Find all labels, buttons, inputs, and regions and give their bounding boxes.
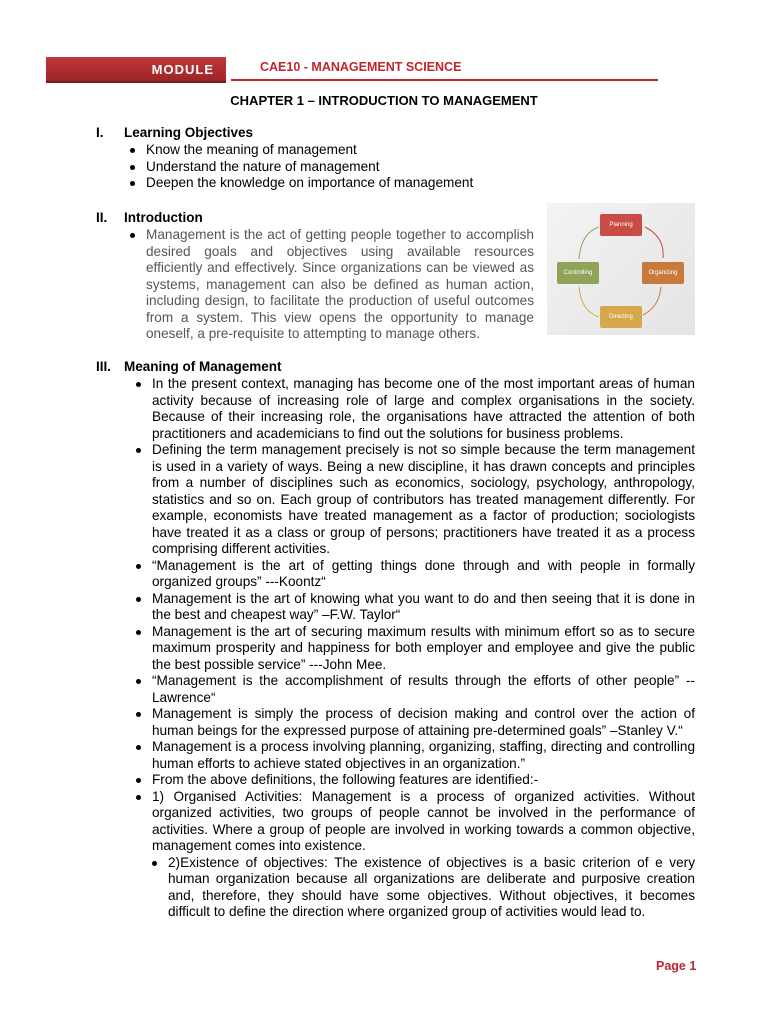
learning-objectives-list — [124, 142, 554, 192]
list-item: “Management is the accomplishment of results through the efforts of other people” --Lawrence“ — [130, 673, 695, 706]
list-item: Management is the act of getting people together to accomplish desired goals and objectives using available resources efficiently and effectively. Since organizations can be viewed as systems, management can also be defined as human action, including design, to facilitate the production of useful outcomes from a system. This view opens the opportunity to manage oneself, a pre-requisite to attempting to manage others. — [124, 227, 534, 343]
nested-list-item: 2)Existence of objectives: The existence of objectives is a basic criterion of e very human organization because all organizations are deliberate and purposive creation and, therefore, they should have some objectives. Without objectives, it becomes difficult to define the direction where organized group of activities would lead to. — [146, 855, 695, 921]
chapter-title: CHAPTER 1 – INTRODUCTION TO MANAGEMENT — [230, 93, 538, 108]
diagram-box-directing: Directing — [600, 306, 642, 328]
list-item: “Management is the art of getting things done through and with people in formally organized groups” ---Koontz“ — [130, 558, 695, 591]
page-number: Page 1 — [656, 959, 697, 973]
diagram-box-planning: Planning — [600, 214, 642, 236]
module-label: MODULE — [151, 61, 214, 77]
section-heading-introduction — [96, 210, 203, 225]
list-item: Management is the art of securing maximum results with minimum effort so as to secure maximum prosperity and happiness for both employer and employee and give the public the best possible service” ---John Mee. — [130, 624, 695, 674]
diagram-box-organizing: Organizing — [642, 262, 684, 284]
list-item: 1) Organised Activities: Management is a process of organized activities. Without organized activities, two groups of people cannot be involved in the performance of activities. Where a group of people are involved in working towards a common objective, management comes into existence. — [130, 789, 695, 855]
section-number: III. — [96, 359, 112, 374]
list-item: Know the meaning of management — [124, 142, 554, 159]
section-number: I. — [96, 125, 104, 140]
list-item: Management is simply the process of decision making and control over the action of human beings for the expressed purpose of attaining pre-determined goals” –Stanley V.“ — [130, 706, 695, 739]
list-item: Management is the art of knowing what you want to do and then seeing that it is done in the best and cheapest way” –F.W. Taylor“ — [130, 591, 695, 624]
section-title: Learning Objectives — [124, 125, 254, 140]
list-item: Understand the nature of management — [124, 159, 554, 176]
arrow-planning-organizing — [645, 227, 663, 258]
section-heading-meaning-of-management — [96, 359, 282, 374]
diagram-box-controlling: Controlling — [557, 262, 599, 284]
arrow-organizing-directing — [643, 287, 661, 315]
section-heading-learning-objectives — [96, 125, 253, 140]
list-item: Management is a process involving planning, organizing, staffing, directing and controlling human efforts to achieve stated objectives in an organization.” — [130, 739, 695, 772]
arrow-directing-controlling — [579, 287, 599, 317]
section-title: Meaning of Management — [124, 359, 282, 374]
introduction-list — [124, 227, 534, 343]
list-item: In the present context, managing has become one of the most important areas of human activity because of increasing role of large and complex organisations in the society. Because of their increasing role, the organisations have attracted the attention of both practitioners and academicians to find out the solutions for business problems. — [130, 376, 695, 442]
list-item: Deepen the knowledge on importance of management — [124, 175, 554, 192]
course-title: CAE10 - MANAGEMENT SCIENCE — [260, 60, 462, 74]
section-number: II. — [96, 210, 108, 225]
list-item: From the above definitions, the following features are identified:- — [130, 772, 695, 789]
list-item: Defining the term management precisely is not so simple because the term management is used in a variety of ways. Being a new discipline, it has drawn concepts and principles from a number of disciplines such as economics, sociology, psychology, anthropology, statistics and so on. Each group of contributors has treated management differently. For example, economists have treated management as a factor of production; sociologists have treated it as a class or group of persons; practitioners have treated it as a process comprising different activities. — [130, 442, 695, 558]
section-title: Introduction — [124, 210, 203, 225]
arrow-controlling-planning — [579, 227, 599, 259]
meaning-of-management-list — [130, 376, 695, 921]
management-cycle-diagram — [547, 203, 695, 335]
